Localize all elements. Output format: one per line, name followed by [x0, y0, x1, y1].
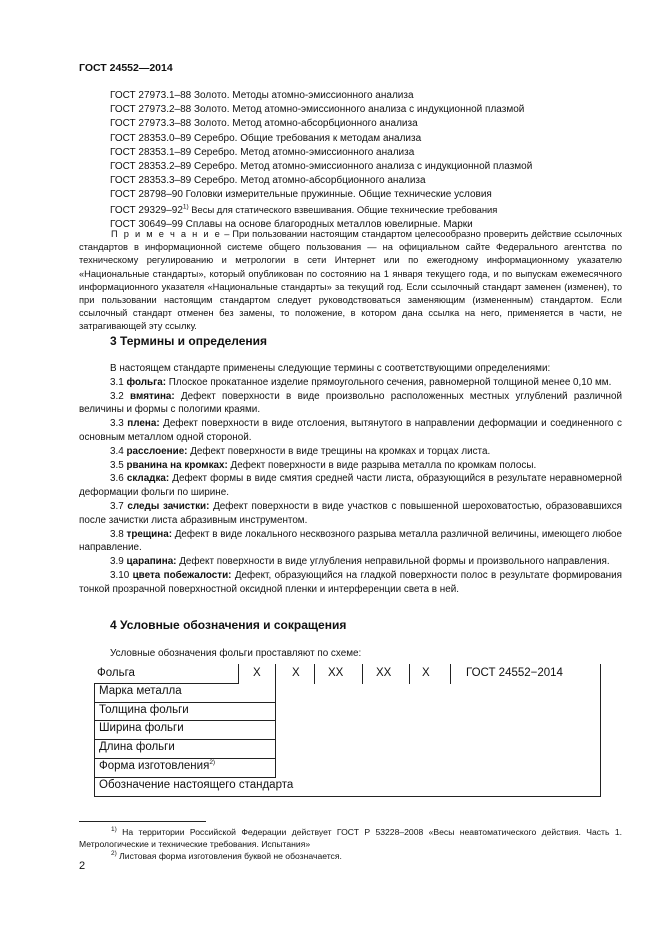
reference-title: Весы для статического взвешивания. Общие технические требования [188, 203, 498, 215]
footnote-ref: 2) [209, 759, 216, 767]
note-text: – При пользовании настоящим стандартом целесообразно проверить действие ссылочных стандартов в информационной системе общего пользования — на официальном сайте Федерального агентства по техническому регулированию и метрологии в сети Интернет или по ежегодному информационному указателю «Национальные стандарты», который опубликован по состоянию на 1 января текущего года, и по выпускам ежемесячного информационного указателя «Национальные стандарты» за текущий год. Если ссылочный стандарт заменен (изменен), то при пользовании настоящим стандартом следует руководствоваться заменяющим (измененным) стандартом. Если ссылочный стандарт отменен без замены, то положение, в котором дана ссылка на него, применяется в части, не затрагивающей эту ссылку. [79, 229, 622, 332]
reference-item: ГОСТ 28353.3–89 Серебро. Метод атомно-абсорбционного анализа [110, 175, 426, 187]
term: царапина: [126, 556, 177, 568]
scheme-line [94, 739, 276, 740]
term-definition: 3.10 цвета побежалости: Дефект, образующийся на гладкой поверхности полос в результате формирования тонкой прозрачной поверхностной оксидной пленки и интерференции света в ней. [79, 569, 623, 595]
scheme-row-label: Ширина фольги [99, 722, 184, 734]
scheme-line [314, 664, 315, 684]
scheme-line [409, 664, 410, 684]
scheme-row-label: Обозначение настоящего стандарта [99, 779, 294, 791]
term-definition: 3.1 фольга: Плоское прокатанное изделие прямоугольного сечения, равномерной толщиной менее 0,10 мм. [110, 376, 612, 388]
term-definition: 3.3 плена: Дефект поверхности в виде отслоения, вытянутого в направлении деформации и соединенного с основным металлом одной стороной. [79, 418, 622, 443]
reference-item: ГОСТ 28798–90 Головки измерительные пружинные. Общие технические условия [110, 189, 492, 201]
term: рванина на кромках: [126, 459, 228, 471]
scheme-line [94, 683, 95, 797]
footnote-separator [79, 821, 206, 822]
term: плена: [127, 418, 160, 430]
scheme-row-label: Форма изготовления$^{2)}$ [99, 759, 216, 772]
scheme-line [94, 796, 601, 797]
reference-code: ГОСТ 29329–92 [110, 204, 183, 216]
term-definition: 3.5 рванина на кромках: Дефект поверхности в виде разрыва металла по кромкам полосы. [110, 459, 537, 471]
scheme-code: ХХ [328, 667, 344, 679]
term-definition: 3.7 следы зачистки: Дефект поверхности в виде участков с повышенной шероховатостью, образовавшихся после зачистки листа абразивным инструментом. [79, 500, 622, 526]
scheme-line [94, 702, 276, 703]
term: трещина: [126, 528, 172, 540]
scheme-code: ХХ [376, 667, 392, 679]
section-4-title: 4 Условные обозначения и сокращения [110, 618, 347, 632]
term-definition: 3.9 царапина: Дефект поверхности в виде углубления неправильной формы и произвольного направления. [110, 556, 610, 568]
scheme-code: Х [422, 667, 430, 679]
section-3-title: 3 Термины и определения [110, 334, 268, 348]
term-definition: 3.8 трещина: Дефект в виде локального несквозного разрыва металла различной величины, имеющего любое направление. [79, 528, 622, 554]
page-number: 2 [79, 860, 86, 872]
document-header: ГОСТ 24552—2014 [79, 62, 173, 74]
scheme-line [94, 683, 238, 684]
scheme-line [238, 664, 239, 684]
reference-item: ГОСТ 27973.3–88 Золото. Метод атомно-абсорбционного анализа [110, 118, 418, 130]
scheme-line [450, 664, 451, 684]
scheme-line [275, 664, 276, 778]
scheme-code: Х [253, 667, 261, 679]
footnote-ref: 1) [182, 203, 189, 211]
scheme-line [362, 664, 363, 684]
term: складка: [126, 473, 170, 485]
footnote-2: $^{2)}$ Листовая форма изготовления буквой не обозначается. [111, 850, 342, 861]
reference-item: ГОСТ 28353.2–89 Серебро. Метод атомно-эмиссионного анализа с индукционной плазмой [110, 161, 533, 173]
scheme-standard: ГОСТ 24552−2014 [466, 667, 563, 679]
term: следы зачистки: [127, 500, 210, 512]
term-definition: 3.6 складка: Дефект формы в виде смятия средней части листа, образующийся в результате неравномерной деформации фольги по ширине. [79, 473, 622, 499]
scheme-row-label: Марка металла [99, 685, 182, 697]
section-4-intro: Условные обозначения фольги проставляют по схеме: [110, 648, 362, 659]
reference-item: ГОСТ 27973.1–88 Золото. Методы атомно-эмиссионного анализа [110, 90, 414, 101]
scheme-row-label: Длина фольги [99, 741, 175, 753]
term: расслоение: [126, 445, 188, 457]
term: фольга: [126, 376, 167, 388]
scheme-line [94, 758, 276, 759]
term-definition: 3.4 расслоение: Дефект поверхности в виде трещины на кромках и торцах листа. [110, 445, 491, 457]
term: цвета побежалости: [132, 569, 232, 581]
term-definition: 3.2 вмятина: Дефект поверхности в виде произвольно расположенных местных углублений различной величины и формы с пологими краями. [79, 390, 622, 416]
reference-item: ГОСТ 28353.0–89 Серебро. Общие требования к методам анализа [110, 132, 422, 144]
scheme-row-label: Толщина фольги [99, 704, 189, 716]
scheme-head-label: Фольга [97, 667, 135, 679]
note-label: П р и м е ч а н и е [111, 229, 222, 239]
term: вмятина: [130, 390, 175, 402]
reference-item: ГОСТ 30649–99 Сплавы на основе благородных металлов ювелирные. Марки [110, 218, 473, 230]
scheme-line [94, 777, 276, 778]
section-3-intro: В настоящем стандарте применены следующие термины с соответствующими определениями: [110, 363, 551, 374]
scheme-code: Х [292, 667, 300, 679]
footnote-1: $^{1)}$ На территории Российской Федерации действует ГОСТ Р 53228–2008 «Весы неавтоматического действия. Часть 1. Метрологические и технические требования. Испытания» [79, 826, 622, 849]
scheme-line [94, 720, 276, 721]
reference-item: ГОСТ 28353.1–89 Серебро. Метод атомно-эмиссионного анализа [110, 146, 415, 158]
reference-item: ГОСТ 27973.2–88 Золото. Метод атомно-эмиссионного анализа с индукционной плазмой [110, 104, 525, 116]
scheme-line [600, 664, 601, 797]
